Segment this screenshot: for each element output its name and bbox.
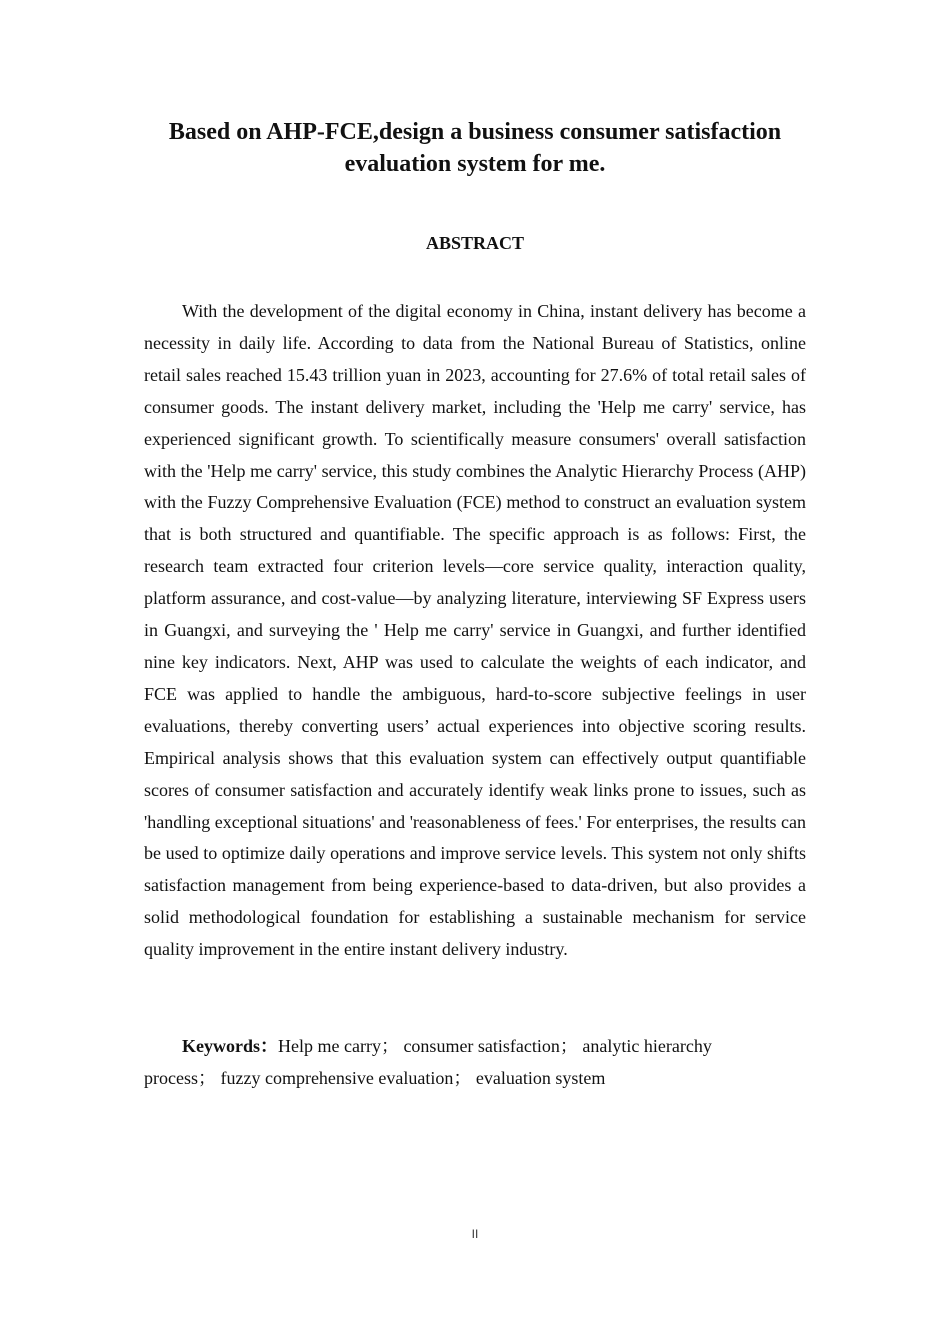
keywords-paragraph bbox=[144, 1030, 744, 1094]
keywords-text: Help me carry； consumer satisfaction； analytic hierarchy process； fuzzy comprehensive evaluation； evaluation system bbox=[144, 1036, 712, 1088]
abstract-heading: ABSTRACT bbox=[425, 233, 525, 253]
abstract-body: With the development of the digital economy in China, instant delivery has become a necessity in daily life. According to data from the National Bureau of Statistics, online retail sales reached 15.43 trillion yuan in 2023, accounting for 27.6% of total retail sales of consumer goods. The instant delivery market, including the 'Help me carry' service, has experienced significant growth. To scientifically measure consumers' overall satisfaction with the 'Help me carry' service, this study combines the Analytic Hierarchy Process (AHP) with the Fuzzy Comprehensive Evaluation (FCE) method to construct an evaluation system that is both structured and quantifiable. The specific approach is as follows: First, the research team extracted four criterion levels—core service quality, interaction quality, platform assurance, and cost-value—by analyzing literature, interviewing SF Express users in Guangxi, and surveying the ' Help me carry' service in Guangxi, and further identified nine key indicators. Next, AHP was used to calculate the weights of each indicator, and FCE was applied to handle the ambiguous, hard-to-score subjective feelings in user evaluations, thereby converting users’ actual experiences into objective scoring results. Empirical analysis shows that this evaluation system can effectively output quantifiable scores of consumer satisfaction and accurately identify weak links prone to issues, such as 'handling exceptional situations' and 'reasonableness of fees.' For enterprises, the results can be used to optimize daily operations and improve service levels. This system not only shifts satisfaction management from being experience-based to data-driven, but also provides a solid methodological foundation for establishing a sustainable mechanism for service quality improvement in the entire instant delivery industry. bbox=[144, 301, 806, 960]
page-number: II bbox=[471, 1227, 479, 1241]
paper-title: Based on AHP-FCE,design a business consumer satisfaction evaluation system for me. bbox=[168, 119, 782, 177]
keywords-label: Keywords： bbox=[182, 1036, 278, 1056]
